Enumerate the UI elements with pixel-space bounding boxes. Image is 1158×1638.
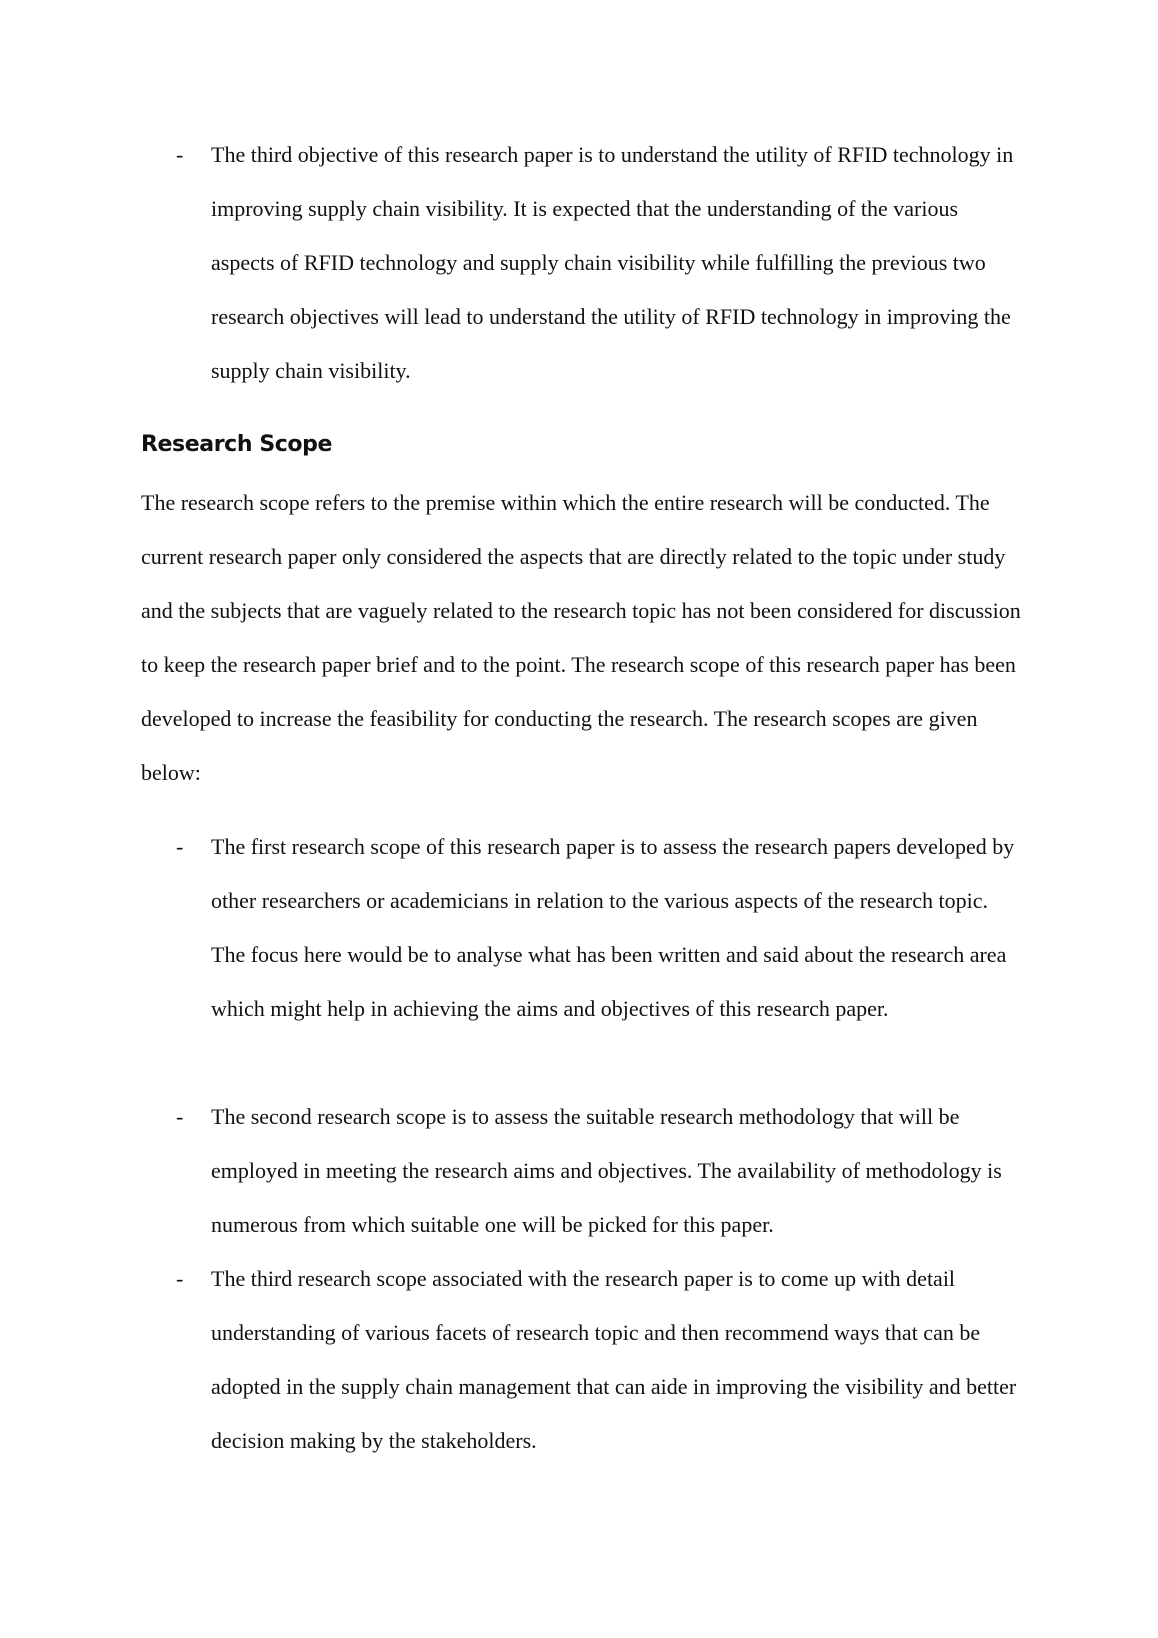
scope-text-2: The second research scope is to assess the suitable research methodology that will be employed in meeting the research aims and objectives. The availability of methodology is numerous from which suitable one will be picked for this paper. [211,1104,1002,1237]
bullet-marker: - [176,142,184,167]
bullet-marker: - [176,834,184,859]
bullet-marker: - [176,1104,184,1129]
objective-text-3: The third objective of this research paper is to understand the utility of RFID technology in improving supply chain visibility. It is expected that the understanding of the various aspects of RFID technology and supply chain visibility while fulfilling the previous two research objectives will lead to understand the utility of RFID technology in improving the supply chain visibility. [211,142,1014,383]
scope-text-1: The first research scope of this research paper is to assess the research papers developed by other researchers or academicians in relation to the various aspects of the research topic. The focus here would be to analyse what has been written and said about the research area which might help in achieving the aims and objectives of this research paper. [211,834,1015,1021]
scope-intro-paragraph: The research scope refers to the premise within which the entire research will be conducted. The current research paper only considered the aspects that are directly related to the topic under study and the subjects that are vaguely related to the research topic has not been considered for discussion to keep the research paper brief and to the point. The research scope of this research paper has been developed to increase the feasibility for conducting the research. The research scopes are given below: [141,490,1021,785]
section-heading-research-scope: Research Scope [141,432,333,457]
bullet-marker: - [176,1266,184,1291]
scope-text-3: The third research scope associated with the research paper is to come up with detail understanding of various facets of research topic and then recommend ways that can be adopted in the supply chain management that can aide in improving the visibility and better decision making by the stakeholders. [211,1266,1017,1453]
